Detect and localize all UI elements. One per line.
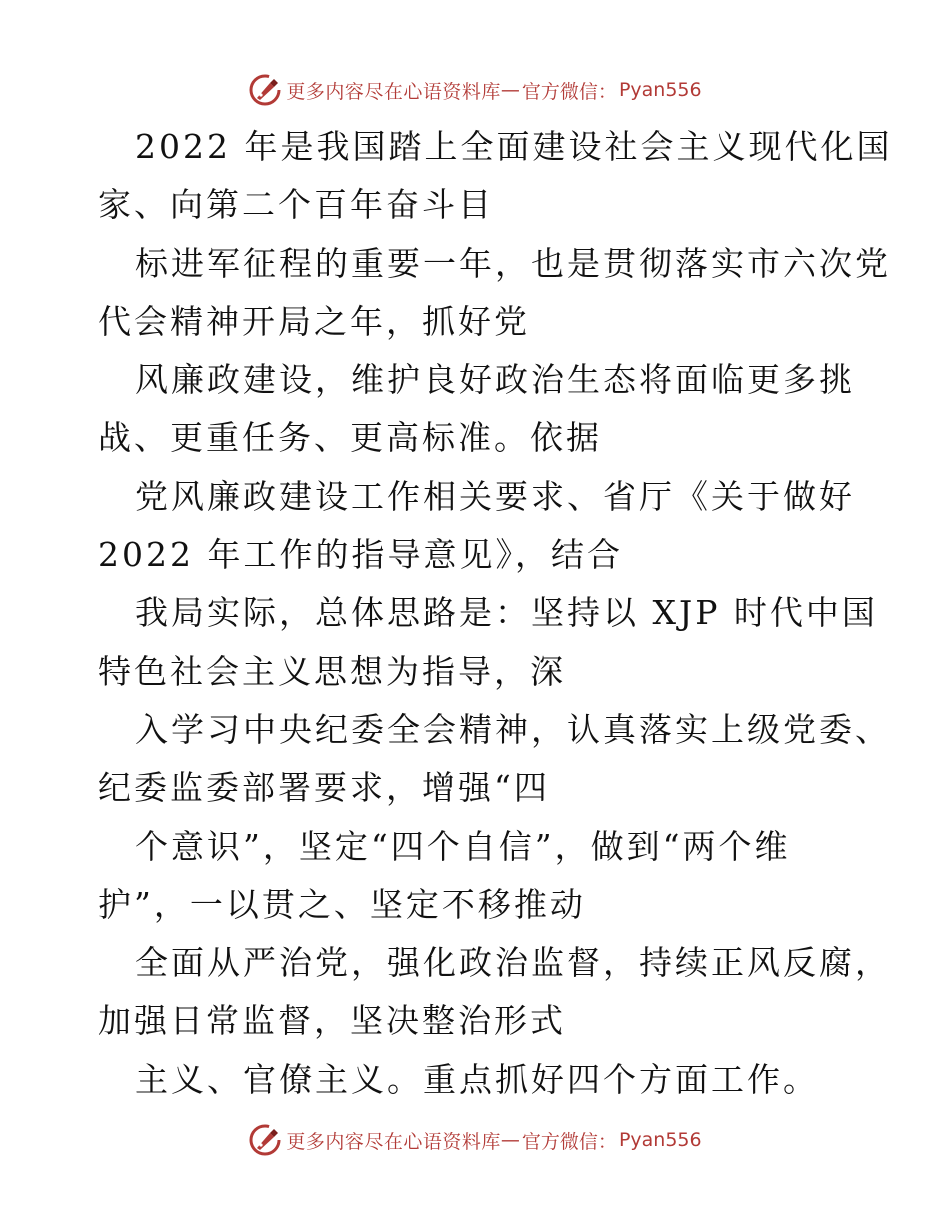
body-line-15: 全面从严治党，强化政治监督，持续正风反腐， bbox=[135, 943, 891, 983]
body-line-13: 个意识”，坚定“四个自信”，做到“两个维 bbox=[135, 826, 791, 866]
body-line-17: 主义、官僚主义。重点抓好四个方面工作。 bbox=[135, 1059, 819, 1099]
banner-main-text: 更多内容尽在心语资料库 bbox=[286, 80, 501, 103]
body-line-11: 入学习中央纪委全会精神，认真落实上级党委、 bbox=[135, 709, 891, 749]
banner-dash: — bbox=[500, 1129, 520, 1151]
body-line-10: 特色社会主义思想为指导，深 bbox=[98, 651, 566, 691]
body-line-8: 2022 年工作的指导意见》，结合 bbox=[98, 535, 623, 575]
banner-main-text: 更多内容尽在心语资料库 bbox=[286, 1130, 501, 1153]
body-line-3: 标进军征程的重要一年，也是贯彻落实市六次党 bbox=[135, 243, 891, 283]
body-line-1: 2022 年是我国踏上全面建设社会主义现代化国 bbox=[135, 127, 893, 166]
body-line-4: 代会精神开局之年，抓好党 bbox=[98, 301, 530, 341]
banner-wechat-label: 官方微信： bbox=[521, 80, 617, 103]
body-line-12: 纪委监委部署要求，增强“四 bbox=[98, 768, 550, 808]
header-banner bbox=[0, 70, 950, 110]
body-line-9: 我局实际，总体思路是：坚持以 XJP 时代中国 bbox=[135, 593, 878, 633]
pen-nib-logo-icon bbox=[248, 1123, 282, 1157]
body-line-16: 加强日常监督，坚决整治形式 bbox=[98, 1001, 566, 1041]
body-line-14: 护”，一以贯之、坚定不移推动 bbox=[98, 884, 586, 924]
footer-banner bbox=[0, 1120, 950, 1160]
banner-wechat-label: 官方微信： bbox=[521, 1130, 617, 1153]
body-line-5: 风廉政建设，维护良好政治生态将面临更多挑 bbox=[135, 360, 855, 400]
pen-nib-logo-icon bbox=[248, 73, 282, 107]
banner-dash: — bbox=[500, 79, 520, 101]
body-line-7: 党风廉政建设工作相关要求、省厅《关于做好 bbox=[135, 476, 855, 516]
body-line-2: 家、向第二个百年奋斗目 bbox=[98, 185, 494, 225]
document-body bbox=[98, 118, 893, 1109]
banner-wechat-id: Pyan556 bbox=[618, 79, 702, 101]
banner-wechat-id: Pyan556 bbox=[618, 1129, 702, 1151]
body-line-6: 战、更重任务、更高标准。依据 bbox=[98, 418, 602, 458]
